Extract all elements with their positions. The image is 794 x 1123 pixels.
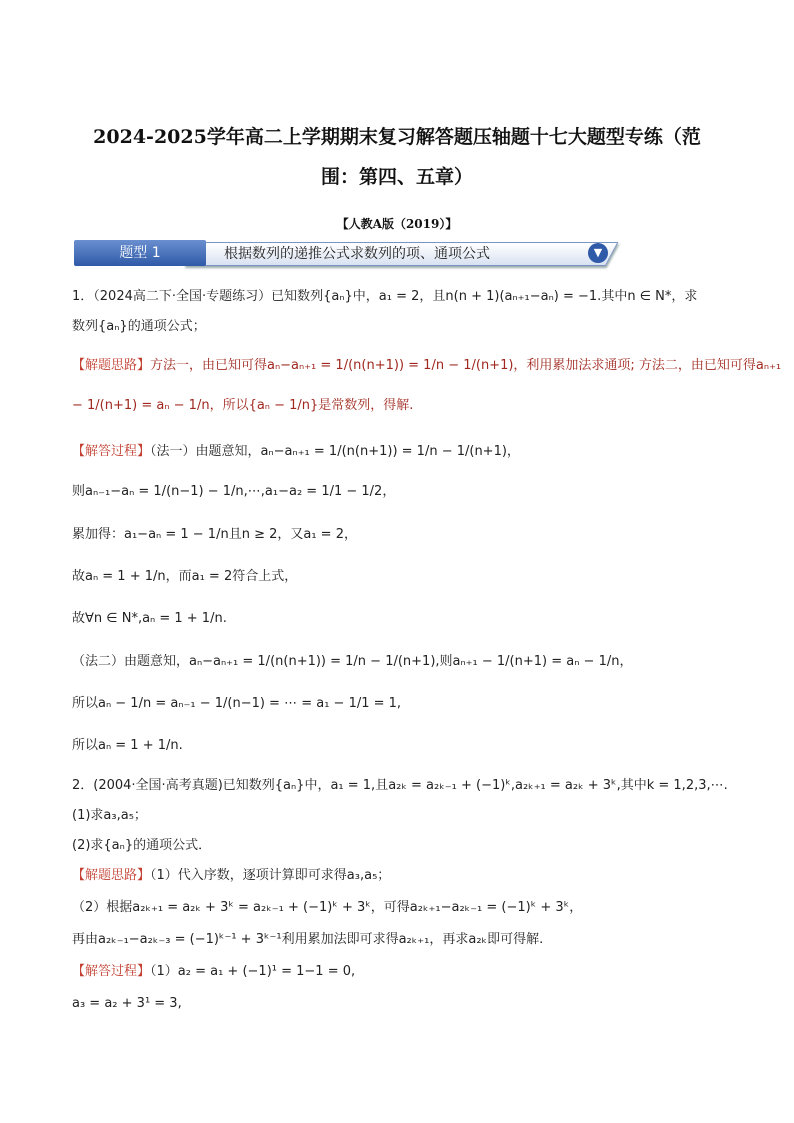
line-text: (2)求{aₙ}的通项公式． [72, 838, 212, 853]
section-banner [74, 240, 614, 266]
line-text: （法一）由题意知，aₙ−aₙ₊₁ = 1/(n(n+1)) = 1/n − 1/(n+1)， [150, 444, 520, 459]
edition-label: 【人教A版（2019）】 [336, 217, 458, 231]
text-line [72, 776, 752, 796]
text-line [72, 736, 752, 756]
text-line [72, 525, 752, 545]
document-title-line-1: 2024-2025学年高二上学期期末复习解答题压轴题十七大题型专练（范 [93, 126, 701, 148]
line-text: − 1/(n+1) = aₙ − 1/n，所以{aₙ − 1/n}是常数列，得解. [72, 398, 414, 413]
line-text: 故∀n ∈ N*,aₙ = 1 + 1/n. [72, 611, 227, 626]
text-line [72, 356, 782, 376]
section-tag: 【解答过程】 [72, 964, 151, 979]
text-line [72, 694, 752, 714]
section-tag: 【解题思路】 [72, 358, 151, 373]
text-line [72, 962, 752, 982]
line-text: （1）代入序数，逐项计算即可求得a₃,a₅； [150, 868, 391, 883]
document-title-line-2: 围：第四、五章） [320, 166, 473, 188]
line-text: 再由a₂ₖ₋₁−a₂ₖ₋₃ = (−1)ᵏ⁻¹ + 3ᵏ⁻¹利用累加法即可求得a₂ₖ₊₁，再求a₂ₖ即可得解. [72, 932, 544, 947]
line-text: 所以aₙ = 1 + 1/n. [72, 738, 183, 753]
line-text: a₃ = a₂ + 3¹ = 3, [72, 996, 182, 1011]
text-line [72, 442, 752, 462]
line-text: 方法一，由已知可得aₙ−aₙ₊₁ = 1/(n(n+1)) = 1/n − 1/(n+1)，利用累加法求通项; 方法二，由已知可得aₙ₊₁ [150, 358, 782, 373]
text-line [72, 317, 752, 337]
line-text: （法二）由题意知，aₙ−aₙ₊₁ = 1/(n(n+1)) = 1/n − 1/(n+1),则aₙ₊₁ − 1/(n+1) = aₙ − 1/n， [72, 654, 633, 669]
banner-title: 根据数列的递推公式求数列的项、通项公式 [224, 246, 490, 262]
line-text: （1）a₂ = a₁ + (−1)¹ = 1−1 = 0, [150, 964, 356, 979]
text-line [72, 898, 752, 918]
text-line [72, 482, 752, 502]
text-line [72, 930, 752, 950]
text-line [72, 609, 752, 629]
line-text: 则aₙ₋₁−aₙ = 1/(n−1) − 1/n,⋯,a₁−a₂ = 1/1 − 1/2， [72, 484, 396, 499]
chevron-down-icon[interactable]: ▼ [588, 243, 608, 263]
text-line [72, 806, 752, 826]
text-line [72, 567, 752, 587]
text-line [72, 866, 752, 886]
text-line [72, 287, 752, 307]
line-text: 1．（2024高二下·全国·专题练习）已知数列{aₙ}中，a₁ = 2，且n(n + 1)(aₙ₊₁−aₙ) = −1.其中n ∈ N*，求 [72, 289, 698, 304]
text-line [72, 396, 752, 416]
line-text: 所以aₙ − 1/n = aₙ₋₁ − 1/(n−1) = ⋯ = a₁ − 1/1 = 1, [72, 696, 402, 711]
text-line [72, 652, 752, 672]
line-text: 故aₙ = 1 + 1/n，而a₁ = 2符合上式， [72, 569, 298, 584]
line-text: 累加得：a₁−aₙ = 1 − 1/n且n ≥ 2，又a₁ = 2， [72, 527, 357, 542]
text-line [72, 994, 752, 1014]
section-tag: 【解答过程】 [72, 444, 151, 459]
line-text: （2）根据a₂ₖ₊₁ = a₂ₖ + 3ᵏ = a₂ₖ₋₁ + (−1)ᵏ + 3ᵏ，可得a₂ₖ₊₁−a₂ₖ₋₁ = (−1)ᵏ + 3ᵏ， [72, 900, 583, 915]
section-tag: 【解题思路】 [72, 868, 151, 883]
line-text: (1)求a₃,a₅； [72, 808, 147, 823]
line-text: 数列{aₙ}的通项公式； [72, 319, 206, 334]
text-line [72, 836, 752, 856]
line-text: 2．(2004·全国·高考真题)已知数列{aₙ}中，a₁ = 1,且a₂ₖ = a₂ₖ₋₁ + (−1)ᵏ,a₂ₖ₊₁ = a₂ₖ + 3ᵏ,其中k = 1,2,3,⋯. [72, 778, 728, 793]
banner-label: 题型 1 [74, 240, 206, 266]
